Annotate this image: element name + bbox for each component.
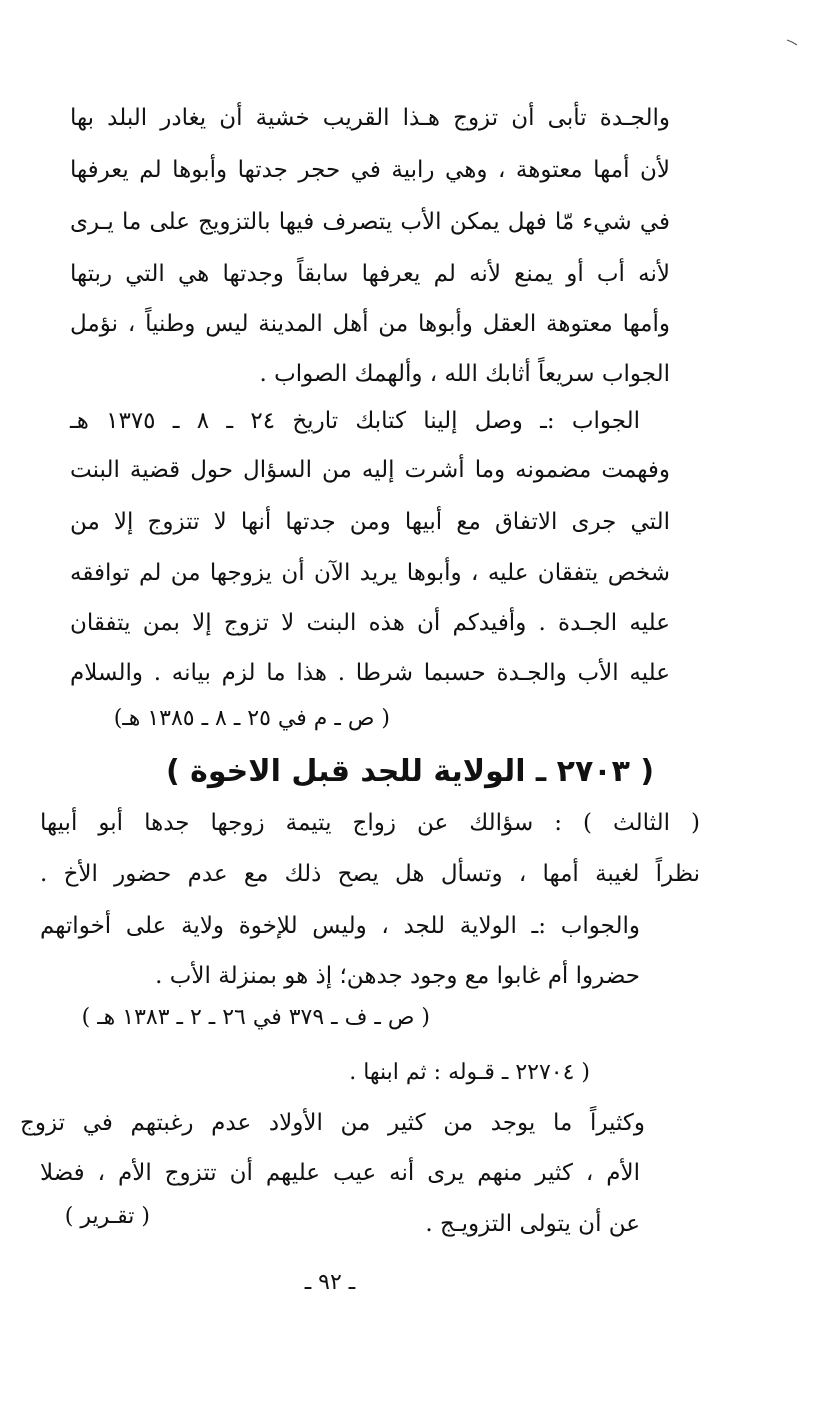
question-line: لأنه أب أو يمنع لأنه لم يعرفها سابقاً وجدتها هي التي ربتها [70, 261, 670, 287]
section-line: والجواب :ـ الولاية للجد ، وليس للإخوة ولاية على أخواتهم [40, 913, 640, 939]
section-line: حضروا أم غابوا مع وجود جدهن؛ إذ هو بمنزلة الأب . [155, 963, 640, 989]
source-reference: ( ص ـ م في ٢٥ ـ ٨ ـ ١٣٨٥ هـ) [113, 706, 390, 731]
section-line: ( الثالث ) : سؤالك عن زواج يتيمة زوجها جدها أبو أبيها [40, 810, 700, 836]
source-reference: ( ص ـ ف ـ ٣٧٩ في ٢٦ ـ ٢ ـ ١٣٨٣ هـ ) [81, 1005, 430, 1030]
section-line: نظراً لغيبة أمها ، وتسأل هل يصح ذلك مع عدم حضور الأخ . [40, 861, 700, 887]
question-line: والجـدة تأبى أن تزوج هـذا القريب خشية أن يغادر البلد بها [70, 105, 670, 131]
ink-speck [786, 38, 798, 46]
question-line: لأن أمها معتوهة ، وهي رابية في حجر جدتها وأبوها لم يعرفها [70, 157, 670, 183]
section-heading: ( ٢٧٠٣ ـ الولاية للجد قبل الاخوة ) [165, 754, 655, 789]
answer-line: عليه الجـدة . وأفيدكم أن هذه البنت لا تزوج إلا بمن يتفقان [70, 610, 670, 636]
question-line: وأمها معتوهة العقل وأبوها من أهل المدينة ليس وطنياً ، نؤمل [70, 311, 670, 337]
answer-line: عليه الأب والجـدة حسبما شرطا . هذا ما لزم بيانه . والسلام [70, 660, 670, 686]
answer-line: الجواب :ـ وصل إلينا كتابك تاريخ ٢٤ ـ ٨ ـ ١٣٧٥ هـ [70, 408, 640, 434]
commentary-tag: ( تقـرير ) [64, 1204, 150, 1229]
commentary-line: وكثيراً ما يوجد من كثير من الأولاد عدم رغبتهم في تزوج [20, 1110, 645, 1136]
subsection-heading: ( ٢٢٧٠٤ ـ قـوله : ثم ابنها . [349, 1060, 590, 1085]
commentary-line: عن أن يتولى التزويـج . [425, 1211, 640, 1237]
page-number: ـ ٩٢ ـ [304, 1270, 356, 1295]
question-line: الجواب سريعاً أثابك الله ، وألهمك الصواب . [259, 361, 670, 387]
answer-line: وفهمت مضمونه وما أشرت إليه من السؤال حول قضية البنت [70, 457, 670, 483]
answer-line: التي جرى الاتفاق مع أبيها ومن جدتها أنها لا تتزوج إلا من [70, 509, 670, 535]
question-line: في شيء مّا فهل يمكن الأب يتصرف فيها بالتزويج على ما يـرى [70, 209, 670, 235]
answer-line: شخص يتفقان عليه ، وأبوها يريد الآن أن يزوجها من لم توافقه [70, 560, 670, 586]
commentary-line: الأم ، كثير منهم يرى أنه عيب عليهم أن تتزوج الأم ، فضلا [40, 1160, 640, 1186]
